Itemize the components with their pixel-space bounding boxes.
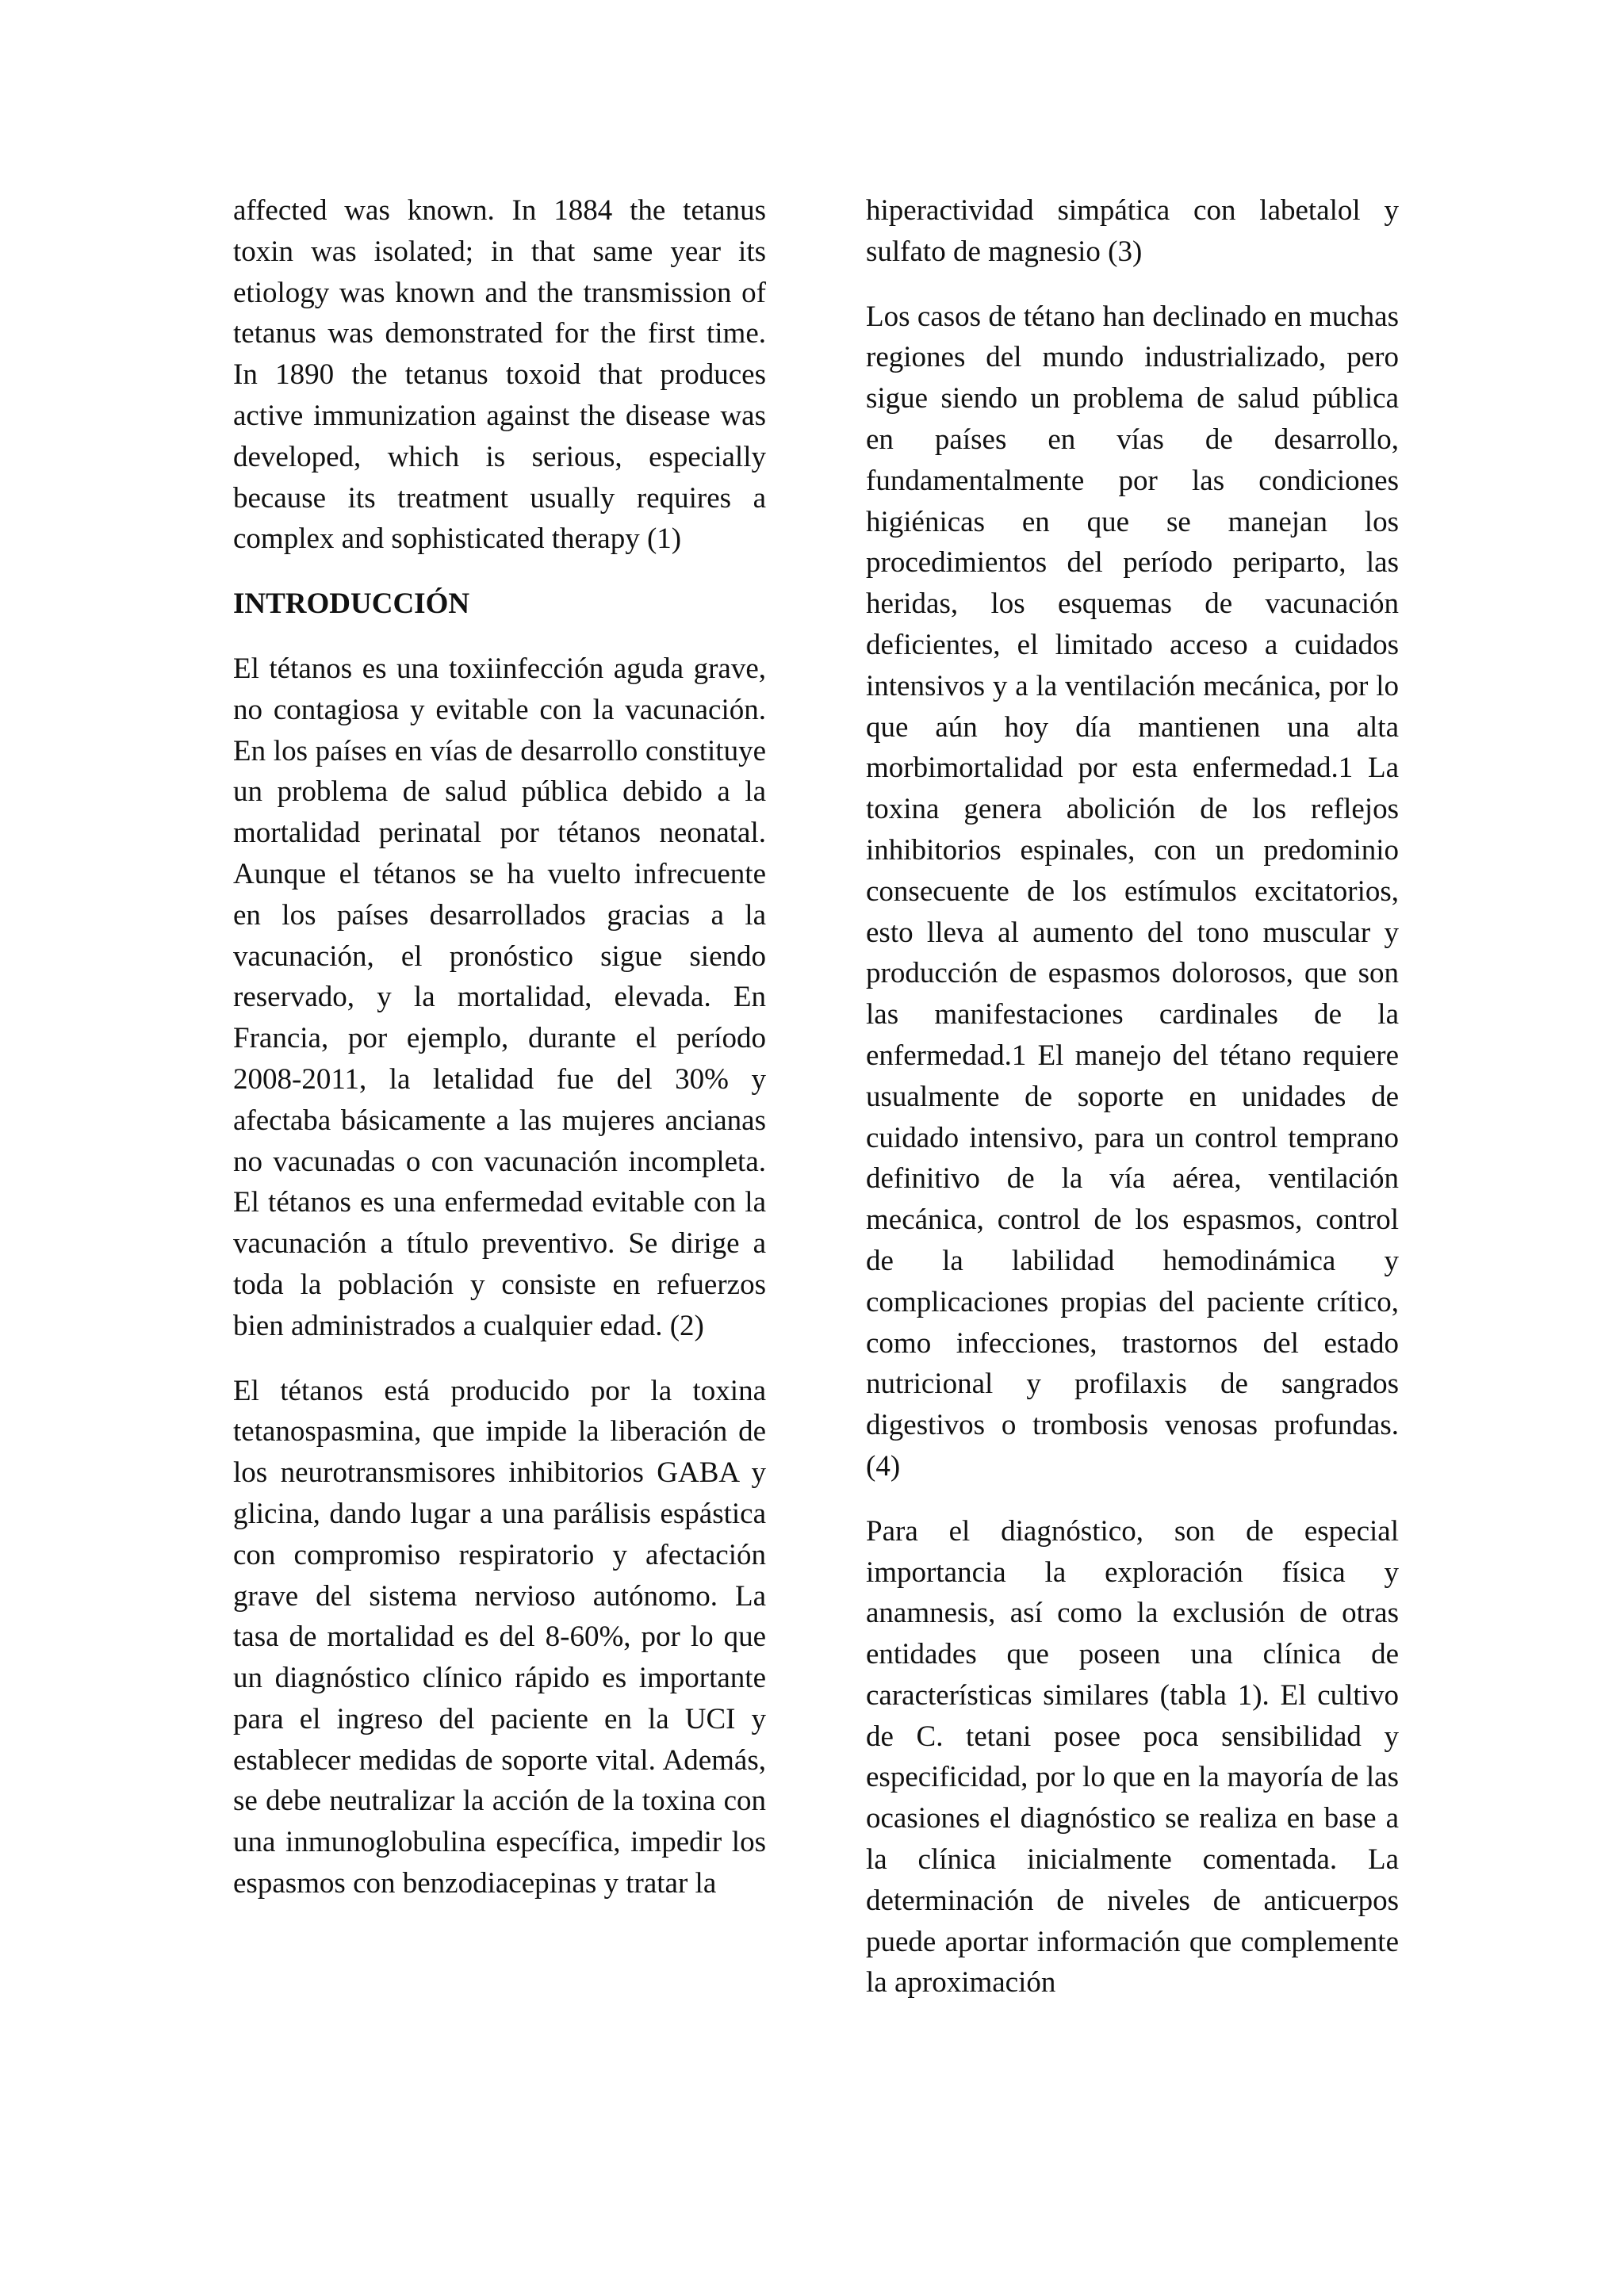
abstract-continuation-paragraph: affected was known. In 1884 the tetanus toxin was isolated; in that same year its etiology was known and the transmission of tetanus was demonstrated for the first time. In 1890 the tetanus toxoid that produces active immunization against the disease was developed, which is serious, especially because its treatment usually requires a complex and sophisticated therapy (1) [233,194,766,556]
intro-paragraph-4: Para el diagnóstico, son de especial importancia la exploración física y anamnesis, así como la exclusión de otras entidades que poseen una clínica de características similares (tabla 1). El cultivo de C. tetani posee poca sensibilidad y especificidad, por lo que en la mayoría de las ocasiones el diagnóstico se realiza en base a la clínica inicialmente comentada. La determinación de niveles de anticuerpos puede aportar información que complemente la aproximación [866,1514,1399,1999]
section-heading-introduccion: INTRODUCCIÓN [233,587,470,621]
intro-paragraph-2: El tétanos está producido por la toxina tetanospasmina, que impide la liberación de los neurotransmisores inhibitorios GABA y glicina, dando lugar a una parálisis espástica con compromiso respiratorio y afectación grave del sistema nervioso autónomo. La tasa de mortalidad es del 8-60%, por lo que un diagnóstico clínico rápido es importante para el ingreso del paciente en la UCI y establecer medidas de soporte vital. Además, se debe neutralizar la acción de la toxina con una inmunoglobulina específica, impedir los espasmos con benzodiacepinas y tratar la [233,1374,766,1900]
right-column [866,190,1399,2027]
left-column [233,190,766,1928]
intro-paragraph-2-continuation: hiperactividad simpática con labetalol y sulfato de magnesio (3) [866,194,1399,268]
intro-paragraph-3: Los casos de tétano han declinado en muchas regiones del mundo industrializado, pero sigue siendo un problema de salud pública en países en vías de desarrollo, fundamentalmente por las condiciones higiénicas en que se manejan los procedimientos del período periparto, las heridas, los esquemas de vacunación deficientes, el limitado acceso a cuidados intensivos y a la ventilación mecánica, por lo que aún hoy día mantienen una alta morbimortalidad por esta enfermedad.1 La toxina genera abolición de los reflejos inhibitorios espinales, con un predominio consecuente de los estímulos excitatorios, esto lleva al aumento del tono muscular y producción de espasmos dolorosos, que son las manifestaciones cardinales de la enfermedad.1 El manejo del tétano requiere usualmente de soporte en unidades de cuidado intensivo, para un control temprano definitivo de la vía aérea, ventilación mecánica, control de los espasmos, control de la labilidad hemodinámica y complicaciones propias del paciente crítico, como infecciones, trastornos del estado nutricional y profilaxis de sangrados digestivos o trombosis venosas profundas. (4) [866,300,1399,1483]
intro-paragraph-1: El tétanos es una toxiinfección aguda grave, no contagiosa y evitable con la vacunación. En los países en vías de desarrollo constituye un problema de salud pública debido a la mortalidad perinatal por tétanos neonatal. Aunque el tétanos se ha vuelto infrecuente en los países desarrollados gracias a la vacunación, el pronóstico sigue siendo reservado, y la mortalidad, elevada. En Francia, por ejemplo, durante el período 2008-2011, la letalidad fue del 30% y afectaba básicamente a las mujeres ancianas no vacunadas o con vacunación incompleta. El tétanos es una enfermedad evitable con la vacunación a título preventivo. Se dirige a toda la población y consiste en refuerzos bien administrados a cualquier edad. (2) [233,652,766,1342]
